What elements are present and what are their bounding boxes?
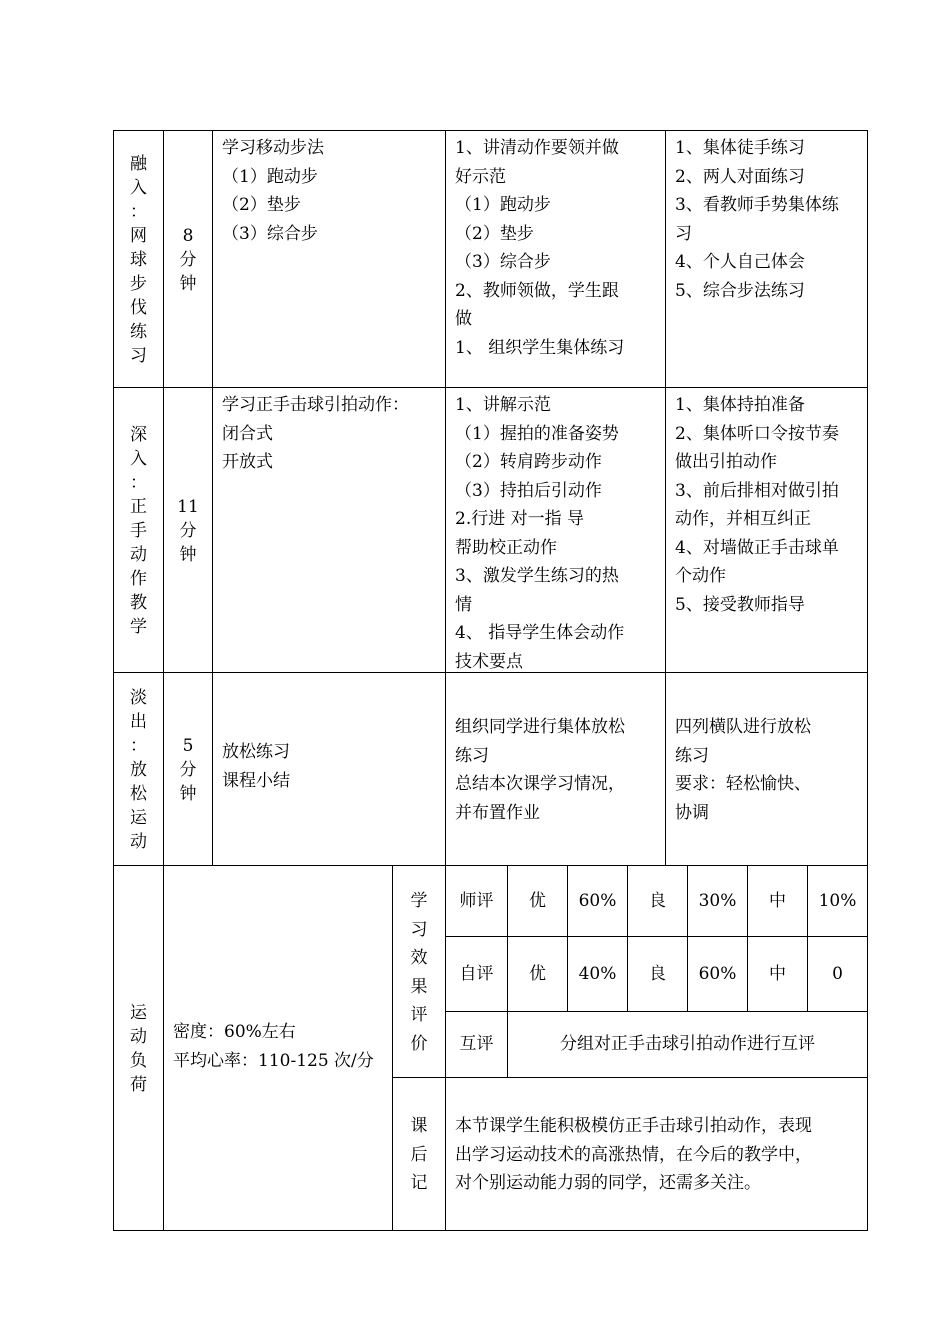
notes-line: 出学习运动技术的高涨热情，在今后的教学中， (455, 1144, 812, 1165)
student-line: 3、看教师手势集体练 (675, 195, 839, 215)
notes-line: 对个别运动能力弱的同学，还需多关注。 (455, 1173, 761, 1193)
teacher-line: （2）转肩跨步动作 (455, 452, 602, 472)
duration-label: 8 分 钟 (179, 226, 197, 294)
duration-label: 11 分 钟 (177, 497, 199, 565)
self-eval-v3: 0 (807, 936, 868, 1012)
student-line: 要求：轻松愉快、 (675, 774, 811, 794)
student-line: 2、两人对面练习 (675, 166, 805, 187)
content-line: 放松练习 (222, 742, 290, 762)
notes-text-cell (445, 1077, 868, 1231)
teacher-line: 2、教师领做，学生跟 (455, 280, 619, 301)
teacher-eval-v2: 30% (687, 865, 748, 937)
teacher-activity-cell (445, 387, 666, 673)
load-label-cell (113, 865, 164, 1231)
stage-label: 融 入 ： 网 球 步 伐 练 习 (130, 154, 147, 366)
teacher-eval-v3: 10% (807, 865, 868, 937)
teacher-activity-cell (445, 130, 666, 388)
student-line: 4、个人自己体会 (675, 252, 805, 272)
content-line: 闭合式 (222, 423, 273, 444)
eval-label: 学 习 效 果 评 价 (410, 891, 428, 1054)
teacher-line: 4、 指导学生体会动作 (455, 623, 625, 643)
teacher-line: 1、 组织学生集体练习 (455, 337, 625, 358)
teacher-eval-g2: 良 (627, 865, 688, 937)
teacher-eval-g3: 中 (747, 865, 808, 937)
density-text: 密度：60%左右 (173, 1022, 296, 1042)
load-label: 运 动 负 荷 (130, 1003, 147, 1095)
content-line: （1）跑动步 (222, 166, 318, 187)
notes-label: 课 后 记 (410, 1116, 428, 1194)
content-line: 课程小结 (222, 770, 290, 791)
stage-label: 深 入 ： 正 手 动 作 教 学 (130, 425, 147, 637)
teacher-eval-g1: 优 (507, 865, 568, 937)
student-activity-cell (665, 672, 868, 866)
content-line: （3）综合步 (222, 223, 318, 244)
teacher-eval-v1: 60% (567, 865, 628, 937)
teacher-line: 好示范 (455, 166, 506, 187)
teacher-line: 1、讲清动作要领并做 (455, 138, 619, 158)
content-cell (212, 672, 446, 866)
student-line: 习 (675, 223, 692, 244)
stage-cell (113, 672, 164, 866)
teacher-eval-label: 师评 (445, 865, 508, 937)
student-line: 5、接受教师指导 (675, 594, 805, 615)
teacher-line: 总结本次课学习情况， (455, 774, 625, 794)
self-eval-v1: 40% (567, 936, 628, 1012)
student-line: 1、集体持拍准备 (675, 395, 805, 415)
teacher-line: 并布置作业 (455, 802, 540, 823)
teacher-line: 技术要点 (455, 651, 523, 672)
teacher-line: 1、讲解示范 (455, 395, 551, 415)
teacher-line: （3）持拍后引动作 (455, 480, 602, 501)
eval-label-cell (392, 865, 446, 1078)
self-eval-g1: 优 (507, 936, 568, 1012)
teacher-line: 组织同学进行集体放松 (455, 717, 625, 737)
student-line: 2、集体听口令按节奏 (675, 423, 839, 444)
student-line: 协调 (675, 802, 709, 823)
peer-eval-label: 互评 (445, 1011, 508, 1078)
time-cell (163, 387, 213, 673)
teacher-line: （3）综合步 (455, 252, 551, 272)
teacher-line: （2）垫步 (455, 223, 534, 244)
self-eval-v2: 60% (687, 936, 748, 1012)
stage-cell (113, 387, 164, 673)
student-line: 个动作 (675, 566, 726, 586)
content-line: 学习移动步法 (222, 138, 324, 158)
content-line: 学习正手击球引拍动作： (222, 395, 409, 415)
teacher-line: 做 (455, 309, 472, 329)
student-activity-cell (665, 130, 868, 388)
heart-rate-text: 平均心率：110-125 次/分 (173, 1050, 374, 1071)
load-values-cell (163, 865, 393, 1231)
content-line: 开放式 (222, 452, 273, 472)
notes-label-cell (392, 1077, 446, 1231)
stage-cell (113, 130, 164, 388)
peer-eval-text: 分组对正手击球引拍动作进行互评 (507, 1011, 868, 1078)
student-line: 动作，并相互纠正 (675, 509, 811, 529)
student-line: 4、对墙做正手击球单 (675, 537, 839, 558)
teacher-line: 2.行进 对一指 导 (455, 509, 585, 529)
self-eval-label: 自评 (445, 936, 508, 1012)
content-cell (212, 387, 446, 673)
content-line: （2）垫步 (222, 195, 301, 215)
teacher-line: （1）握拍的准备姿势 (455, 423, 619, 444)
student-activity-cell (665, 387, 868, 673)
time-cell (163, 672, 213, 866)
student-line: 5、综合步法练习 (675, 280, 805, 301)
student-line: 3、前后排相对做引拍 (675, 480, 839, 501)
student-line: 做出引拍动作 (675, 452, 777, 472)
content-cell (212, 130, 446, 388)
student-line: 四列横队进行放松 (675, 717, 811, 737)
teacher-line: 情 (455, 594, 472, 615)
self-eval-g2: 良 (627, 936, 688, 1012)
teacher-line: 3、激发学生练习的热 (455, 566, 619, 586)
student-line: 1、集体徒手练习 (675, 138, 805, 158)
teacher-line: 帮助校正动作 (455, 537, 557, 558)
notes-line: 本节课学生能积极模仿正手击球引拍动作，表现 (455, 1116, 812, 1136)
duration-label: 5 分 钟 (179, 736, 197, 804)
student-line: 练习 (675, 745, 709, 766)
teacher-line: （1）跑动步 (455, 195, 551, 215)
teacher-line: 练习 (455, 745, 489, 766)
stage-label: 淡 出 ： 放 松 运 动 (130, 688, 147, 852)
self-eval-g3: 中 (747, 936, 808, 1012)
time-cell (163, 130, 213, 388)
teacher-activity-cell (445, 672, 666, 866)
